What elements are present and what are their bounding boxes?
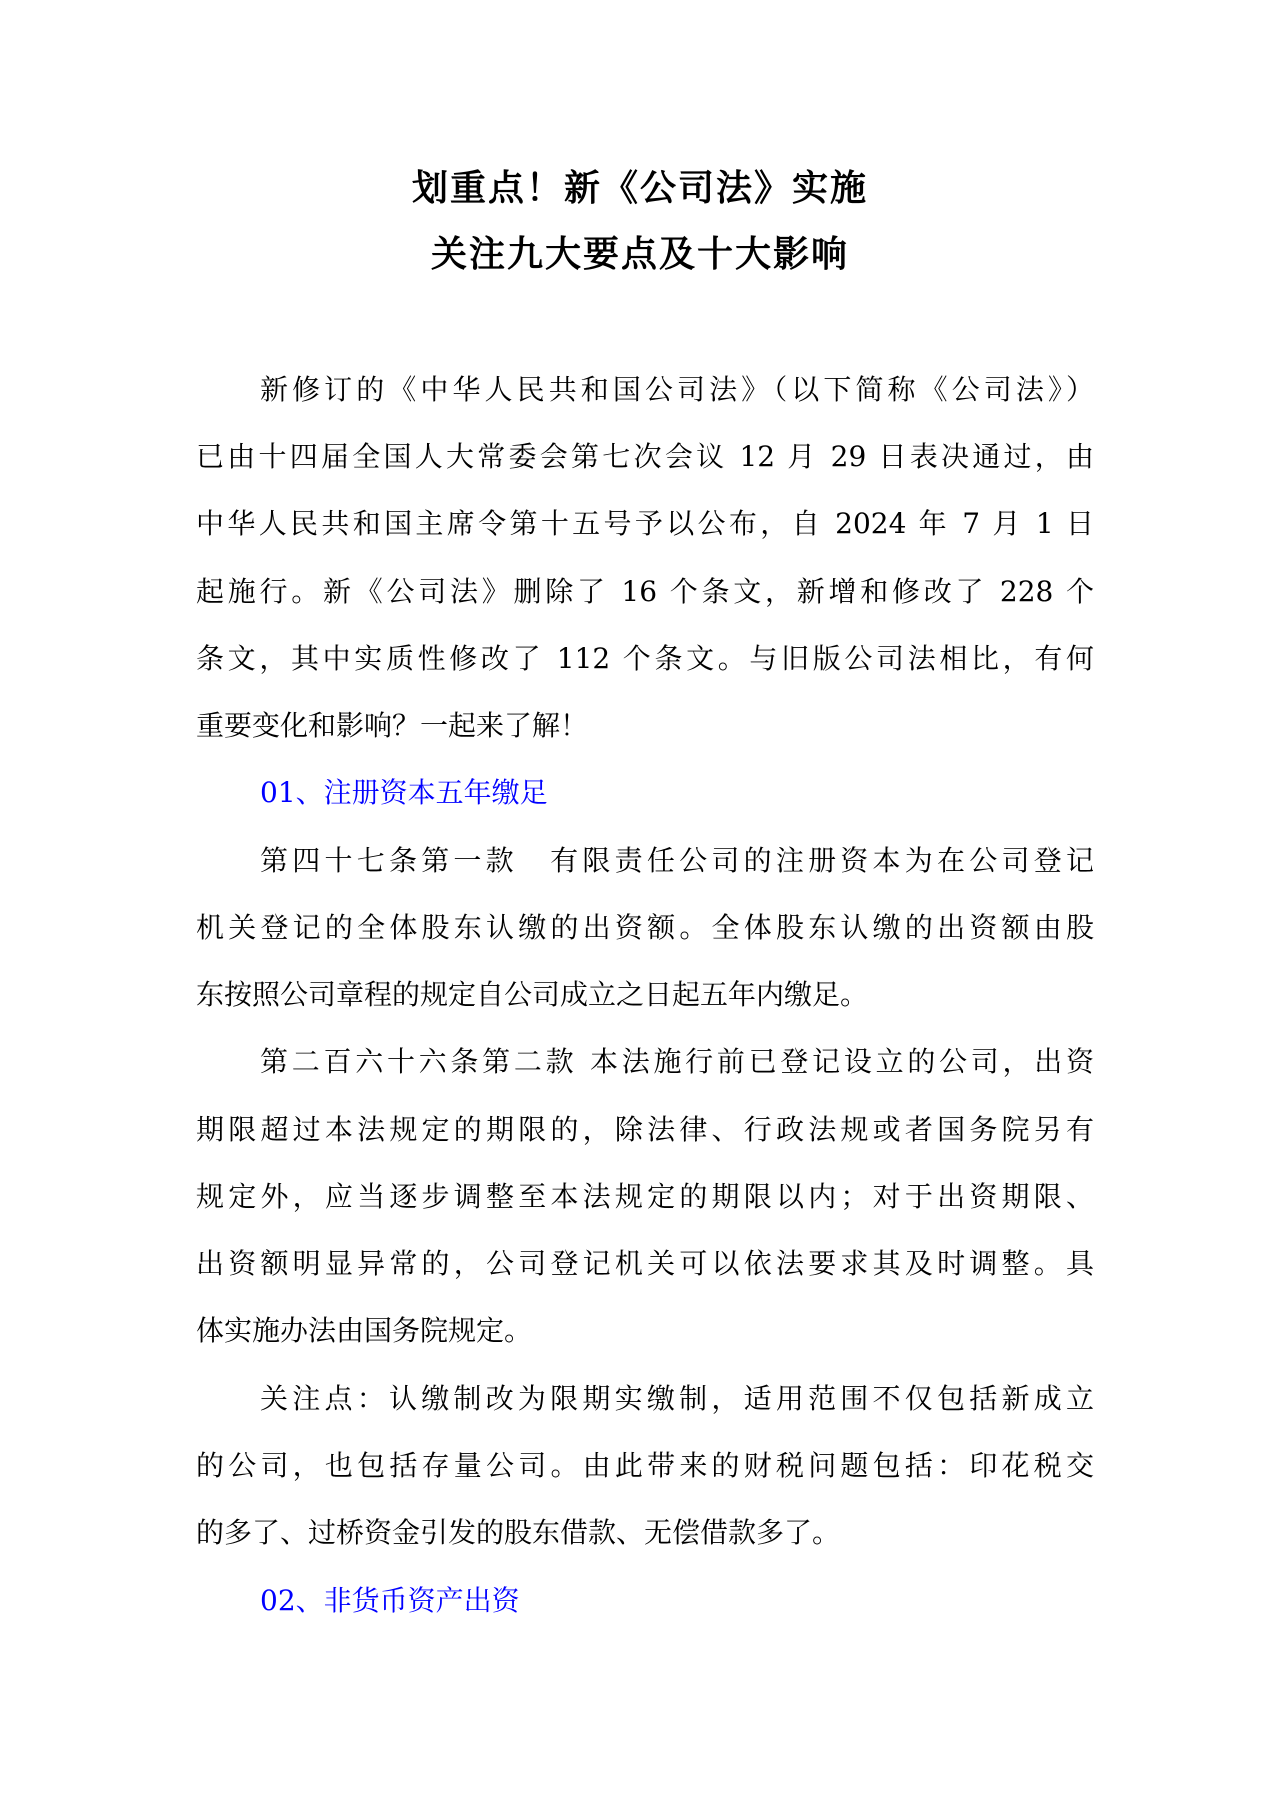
article-266-line: 规定外，应当逐步调整至本法规定的期限以内；对于出资期限、 (196, 1180, 1094, 1213)
section-heading-02: 02、非货币资产出资 (260, 1584, 520, 1617)
article-47-line: 东按照公司章程的规定自公司成立之日起五年内缴足。 (196, 978, 869, 1011)
intro-line: 重要变化和影响？一起来了解！ (196, 709, 589, 742)
intro-line: 已由十四届全国人大常委会第七次会议 12 月 29 日表决通过，由 (196, 440, 1094, 473)
note-line: 关注点：认缴制改为限期实缴制，适用范围不仅包括新成立 (260, 1382, 1094, 1415)
article-47-line: 机关登记的全体股东认缴的出资额。全体股东认缴的出资额由股 (196, 911, 1094, 944)
section-heading-01: 01、注册资本五年缴足 (260, 776, 548, 809)
intro-line: 条文，其中实质性修改了 112 个条文。与旧版公司法相比，有何 (196, 642, 1094, 675)
note-line: 的公司，也包括存量公司。由此带来的财税问题包括：印花税交 (196, 1449, 1094, 1482)
article-266-line: 第二百六十六条第二款 本法施行前已登记设立的公司，出资 (260, 1045, 1094, 1078)
article-266-line: 出资额明显异常的，公司登记机关可以依法要求其及时调整。具 (196, 1247, 1094, 1280)
article-266-line: 期限超过本法规定的期限的，除法律、行政法规或者国务院另有 (196, 1113, 1094, 1146)
intro-line: 起施行。新《公司法》删除了 16 个条文，新增和修改了 228 个 (196, 575, 1094, 608)
document-title-line-2: 关注九大要点及十大影响 (430, 233, 849, 275)
intro-line: 新修订的《中华人民共和国公司法》（以下简称《公司法》） (260, 373, 1094, 406)
article-47-line: 第四十七条第一款 有限责任公司的注册资本为在公司登记 (260, 844, 1094, 877)
document-title-line-1: 划重点！新《公司法》实施 (411, 167, 868, 209)
intro-line: 中华人民共和国主席令第十五号予以公布，自 2024 年 7 月 1 日 (196, 507, 1094, 540)
note-line: 的多了、过桥资金引发的股东借款、无偿借款多了。 (196, 1516, 841, 1549)
article-266-line: 体实施办法由国务院规定。 (196, 1314, 533, 1347)
